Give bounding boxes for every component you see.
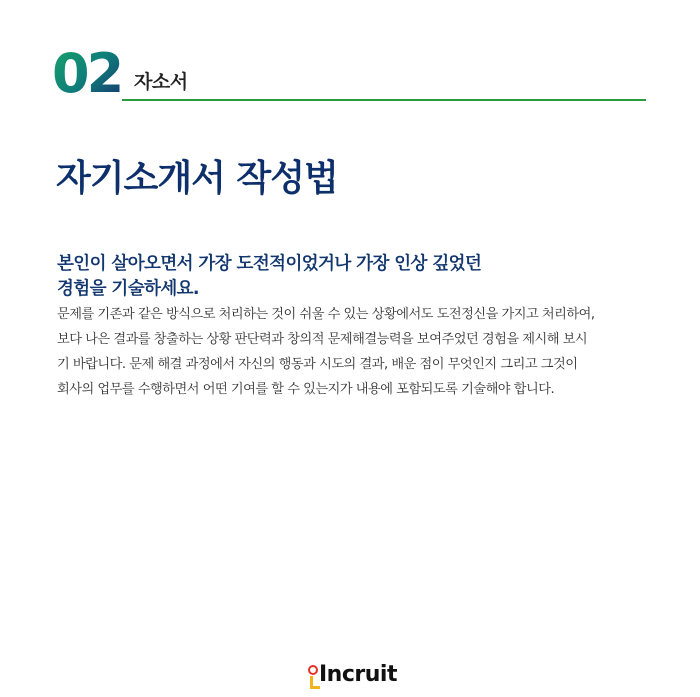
description-line: 보다 나은 결과를 창출하는 상황 판단력과 창의적 문제해결능력을 보여주었던 경험을 제시해 보시 — [57, 332, 588, 347]
section-title: 자소서 — [134, 71, 188, 93]
incruit-logo — [305, 660, 405, 694]
question-heading-line: 본인이 살아오면서 가장 도전적이었거나 가장 인상 깊었던 — [57, 254, 482, 274]
question-heading — [57, 252, 657, 302]
section-header — [52, 42, 646, 105]
logo-dot-icon — [308, 665, 318, 675]
description-line: 회사의 업무를 수행하면서 어떤 기여를 할 수 있는지가 내용에 포함되도록 기술해야 합니다. — [57, 382, 555, 397]
question-description — [57, 302, 657, 402]
logo-text: Incruit — [319, 662, 397, 687]
question-heading-line: 경험을 기술하세요. — [57, 279, 199, 299]
section-number: 02 — [52, 42, 122, 105]
section-divider — [122, 99, 646, 101]
description-line: 기 바랍니다. 문제 해결 과정에서 자신의 행동과 시도의 결과, 배운 점이 무엇인지 그리고 그것이 — [57, 357, 578, 372]
description-line: 문제를 기존과 같은 방식으로 처리하는 것이 쉬울 수 있는 상황에서도 도전정신을 가지고 처리하여, — [57, 307, 595, 322]
page-title: 자기소개서 작성법 — [56, 158, 338, 199]
